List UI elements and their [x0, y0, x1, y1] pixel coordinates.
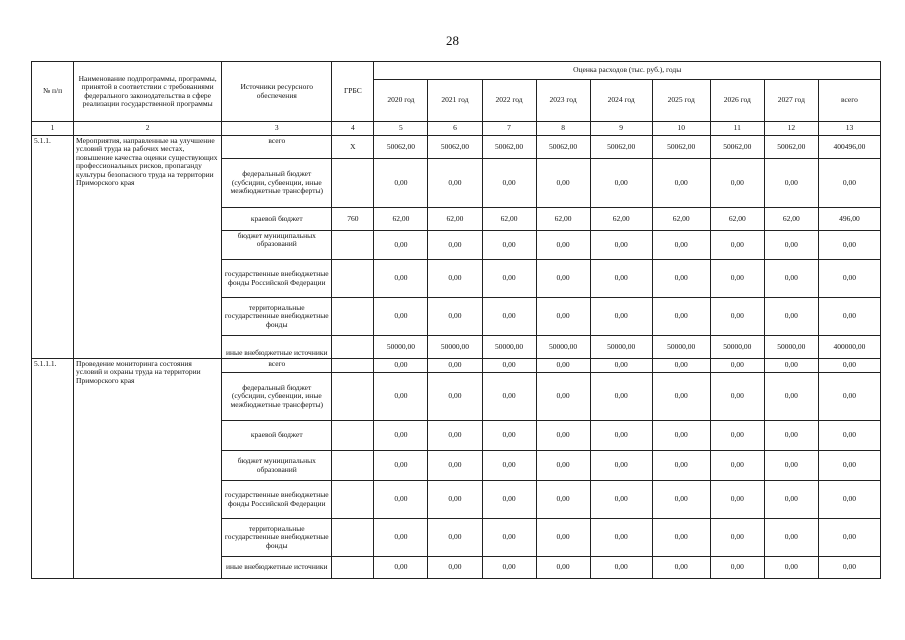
header-year: 2022 год — [482, 80, 536, 122]
year-value: 0,00 — [764, 359, 818, 373]
grbs-code: 760 — [332, 208, 374, 231]
grbs-code — [332, 260, 374, 298]
grbs-code — [332, 421, 374, 451]
year-value: 0,00 — [764, 451, 818, 481]
year-value: 0,00 — [482, 421, 536, 451]
total-value: 400000,00 — [818, 336, 880, 359]
grbs-code — [332, 451, 374, 481]
column-number: 1 — [32, 122, 74, 136]
year-value: 0,00 — [764, 260, 818, 298]
total-value: 0,00 — [818, 159, 880, 208]
year-value: 0,00 — [536, 421, 590, 451]
year-value: 0,00 — [374, 231, 428, 260]
item-code: 5.1.1.1. — [32, 359, 74, 579]
total-value: 496,00 — [818, 208, 880, 231]
year-value: 0,00 — [428, 519, 482, 557]
header-col-number: № п/п — [32, 62, 74, 122]
table-row — [32, 136, 881, 159]
column-number: 8 — [536, 122, 590, 136]
year-value: 0,00 — [764, 231, 818, 260]
year-value: 0,00 — [374, 519, 428, 557]
year-value: 0,00 — [652, 373, 710, 421]
funding-source: федеральный бюджет (субсидии, субвенции, иные межбюджетные трансферты) — [222, 373, 332, 421]
year-value: 0,00 — [482, 557, 536, 579]
year-value: 0,00 — [652, 231, 710, 260]
funding-source: бюджет муниципальных образований — [222, 231, 332, 260]
header-column-numbers-row — [32, 122, 881, 136]
year-value: 0,00 — [482, 159, 536, 208]
funding-source: иные внебюджетные источники — [222, 557, 332, 579]
header-year: 2027 год — [764, 80, 818, 122]
year-value: 62,00 — [590, 208, 652, 231]
grbs-code — [332, 519, 374, 557]
header-year: 2023 год — [536, 80, 590, 122]
year-value: 0,00 — [536, 557, 590, 579]
year-value: 0,00 — [374, 451, 428, 481]
header-col-source: Источники ресурсного обеспечения — [222, 62, 332, 122]
total-value: 0,00 — [818, 421, 880, 451]
funding-source: территориальные государственные внебюджетные фонды — [222, 298, 332, 336]
total-value: 0,00 — [818, 298, 880, 336]
year-value: 0,00 — [652, 481, 710, 519]
header-year: 2025 год — [652, 80, 710, 122]
year-value: 0,00 — [764, 373, 818, 421]
year-value: 50000,00 — [710, 336, 764, 359]
grbs-code — [332, 557, 374, 579]
year-value: 50062,00 — [652, 136, 710, 159]
column-number: 5 — [374, 122, 428, 136]
year-value: 0,00 — [428, 451, 482, 481]
year-value: 0,00 — [374, 373, 428, 421]
year-value: 0,00 — [482, 451, 536, 481]
year-value: 50062,00 — [374, 136, 428, 159]
year-value: 0,00 — [764, 557, 818, 579]
total-value: 0,00 — [818, 373, 880, 421]
year-value: 0,00 — [428, 557, 482, 579]
funding-source: краевой бюджет — [222, 208, 332, 231]
year-value: 0,00 — [536, 260, 590, 298]
header-year: 2020 год — [374, 80, 428, 122]
year-value: 0,00 — [428, 373, 482, 421]
year-value: 0,00 — [764, 159, 818, 208]
year-value: 50000,00 — [590, 336, 652, 359]
year-value: 50000,00 — [764, 336, 818, 359]
funding-source: федеральный бюджет (субсидии, субвенции, иные межбюджетные трансферты) — [222, 159, 332, 208]
funding-source: всего — [222, 359, 332, 373]
total-value: 0,00 — [818, 260, 880, 298]
year-value: 0,00 — [764, 421, 818, 451]
year-value: 0,00 — [764, 519, 818, 557]
year-value: 0,00 — [428, 359, 482, 373]
year-value: 0,00 — [590, 421, 652, 451]
year-value: 62,00 — [374, 208, 428, 231]
total-value: 0,00 — [818, 231, 880, 260]
header-col-name: Наименование подпрограммы, программы, принятой в соответствии с требованиями федерального законодательства в сфере реализации государственной программы — [74, 62, 222, 122]
column-number: 11 — [710, 122, 764, 136]
year-value: 0,00 — [428, 231, 482, 260]
year-value: 0,00 — [710, 451, 764, 481]
year-value: 0,00 — [374, 298, 428, 336]
grbs-code — [332, 231, 374, 260]
year-value: 0,00 — [428, 298, 482, 336]
item-name: Проведение мониторинга состояния условий и охраны труда на территории Приморского края — [74, 359, 222, 579]
year-value: 0,00 — [590, 451, 652, 481]
funding-source: бюджет муниципальных образований — [222, 451, 332, 481]
header-year: 2024 год — [590, 80, 652, 122]
year-value: 0,00 — [710, 359, 764, 373]
year-value: 0,00 — [428, 260, 482, 298]
total-value: 0,00 — [818, 557, 880, 579]
year-value: 50062,00 — [710, 136, 764, 159]
year-value: 0,00 — [374, 557, 428, 579]
year-value: 0,00 — [710, 260, 764, 298]
page-number: 28 — [446, 33, 459, 48]
total-value: 0,00 — [818, 451, 880, 481]
year-value: 50000,00 — [428, 336, 482, 359]
column-number: 13 — [818, 122, 880, 136]
year-value: 0,00 — [590, 359, 652, 373]
year-value: 0,00 — [590, 519, 652, 557]
funding-source: всего — [222, 136, 332, 159]
year-value: 0,00 — [482, 298, 536, 336]
total-value: 400496,00 — [818, 136, 880, 159]
year-value: 0,00 — [536, 373, 590, 421]
funding-source: краевой бюджет — [222, 421, 332, 451]
year-value: 0,00 — [590, 298, 652, 336]
year-value: 50062,00 — [482, 136, 536, 159]
column-number: 7 — [482, 122, 536, 136]
year-value: 0,00 — [536, 451, 590, 481]
year-value: 50000,00 — [536, 336, 590, 359]
funding-source: государственные внебюджетные фонды Российской Федерации — [222, 260, 332, 298]
year-value: 0,00 — [710, 298, 764, 336]
year-value: 0,00 — [764, 298, 818, 336]
year-value: 0,00 — [374, 359, 428, 373]
year-value: 0,00 — [374, 260, 428, 298]
grbs-code — [332, 159, 374, 208]
year-value: 0,00 — [428, 481, 482, 519]
grbs-code — [332, 373, 374, 421]
year-value: 50062,00 — [590, 136, 652, 159]
table-body — [32, 136, 881, 579]
year-value: 0,00 — [710, 373, 764, 421]
year-value: 0,00 — [590, 260, 652, 298]
year-value: 0,00 — [482, 373, 536, 421]
year-value: 0,00 — [710, 231, 764, 260]
year-value: 0,00 — [652, 519, 710, 557]
year-value: 0,00 — [374, 421, 428, 451]
year-value: 0,00 — [710, 481, 764, 519]
year-value: 50000,00 — [652, 336, 710, 359]
budget-table — [31, 61, 881, 579]
year-value: 0,00 — [652, 451, 710, 481]
item-name: Мероприятия, направленные на улучшение условий труда на рабочих местах, повышение качества оценки существующих профессиональных рисков, пропаганду культуры безопасного труда на территории Приморского края — [74, 136, 222, 359]
year-value: 0,00 — [536, 359, 590, 373]
year-value: 0,00 — [482, 231, 536, 260]
year-value: 0,00 — [590, 373, 652, 421]
year-value: 0,00 — [536, 298, 590, 336]
grbs-code — [332, 298, 374, 336]
year-value: 50062,00 — [764, 136, 818, 159]
header-year: 2021 год — [428, 80, 482, 122]
year-value: 0,00 — [536, 159, 590, 208]
header-year: всего — [818, 80, 880, 122]
year-value: 62,00 — [482, 208, 536, 231]
year-value: 0,00 — [428, 159, 482, 208]
year-value: 62,00 — [428, 208, 482, 231]
total-value: 0,00 — [818, 359, 880, 373]
year-value: 0,00 — [536, 519, 590, 557]
column-number: 3 — [222, 122, 332, 136]
year-value: 0,00 — [482, 519, 536, 557]
total-value: 0,00 — [818, 481, 880, 519]
year-value: 0,00 — [590, 481, 652, 519]
year-value: 0,00 — [652, 421, 710, 451]
year-value: 0,00 — [652, 159, 710, 208]
year-value: 0,00 — [652, 557, 710, 579]
year-value: 0,00 — [590, 159, 652, 208]
year-value: 62,00 — [652, 208, 710, 231]
year-value: 0,00 — [482, 481, 536, 519]
year-value: 62,00 — [536, 208, 590, 231]
year-value: 0,00 — [710, 557, 764, 579]
funding-source: территориальные государственные внебюджетные фонды — [222, 519, 332, 557]
year-value: 0,00 — [536, 231, 590, 260]
year-value: 62,00 — [764, 208, 818, 231]
year-value: 0,00 — [428, 421, 482, 451]
funding-source: государственные внебюджетные фонды Российской Федерации — [222, 481, 332, 519]
year-value: 50062,00 — [428, 136, 482, 159]
total-value: 0,00 — [818, 519, 880, 557]
year-value: 0,00 — [590, 231, 652, 260]
year-value: 0,00 — [374, 481, 428, 519]
year-value: 0,00 — [374, 159, 428, 208]
grbs-code — [332, 359, 374, 373]
year-value: 0,00 — [710, 421, 764, 451]
column-number: 9 — [590, 122, 652, 136]
year-value: 0,00 — [710, 519, 764, 557]
column-number: 12 — [764, 122, 818, 136]
year-value: 50000,00 — [482, 336, 536, 359]
year-value: 62,00 — [710, 208, 764, 231]
column-number: 6 — [428, 122, 482, 136]
year-value: 0,00 — [652, 359, 710, 373]
column-number: 4 — [332, 122, 374, 136]
year-value: 0,00 — [482, 260, 536, 298]
year-value: 50000,00 — [374, 336, 428, 359]
grbs-code — [332, 336, 374, 359]
year-value: 0,00 — [652, 260, 710, 298]
year-value: 0,00 — [536, 481, 590, 519]
year-value: 0,00 — [482, 359, 536, 373]
column-number: 10 — [652, 122, 710, 136]
grbs-code: X — [332, 136, 374, 159]
column-number: 2 — [74, 122, 222, 136]
header-col-grbs: ГРБС — [332, 62, 374, 122]
year-value: 50062,00 — [536, 136, 590, 159]
table-row — [32, 359, 881, 373]
grbs-code — [332, 481, 374, 519]
item-code: 5.1.1. — [32, 136, 74, 359]
header-col-estimate: Оценка расходов (тыс. руб.), годы — [374, 62, 881, 80]
year-value: 0,00 — [652, 298, 710, 336]
year-value: 0,00 — [710, 159, 764, 208]
table-header — [32, 62, 881, 136]
header-year: 2026 год — [710, 80, 764, 122]
funding-source: иные внебюджетные источники — [222, 336, 332, 359]
year-value: 0,00 — [764, 481, 818, 519]
year-value: 0,00 — [590, 557, 652, 579]
